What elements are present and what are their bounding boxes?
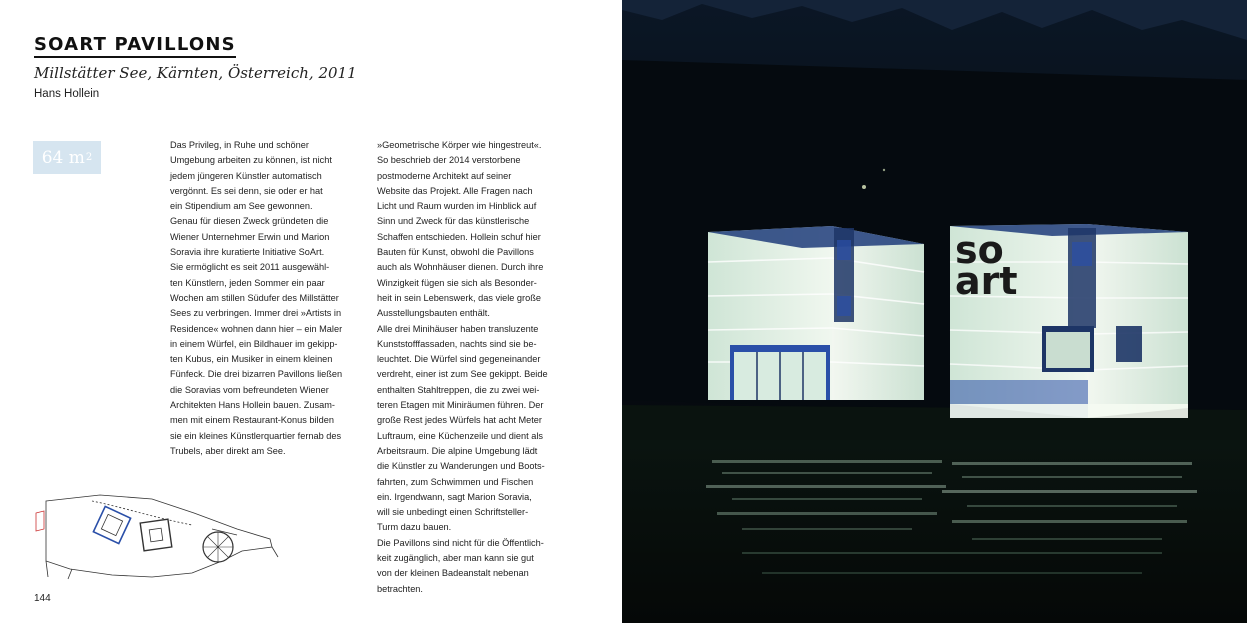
text-line: Kunststofffassaden, nachts sind sie be- <box>377 338 537 349</box>
text-line: vergönnt. Es sei denn, sie oder er hat <box>170 185 323 196</box>
text-line: ten Kubus, ein Musiker in einem kleinen <box>170 354 333 365</box>
left-marker <box>36 511 44 531</box>
text-line: Fünfeck. Die drei bizarren Pavillons ließen <box>170 369 343 380</box>
text-line: Bauten für Kunst, obwohl die Pavillons <box>377 247 534 258</box>
text-line: Ausstellungsbauten enthält. <box>377 308 490 319</box>
text-line: Sinn und Zweck für das künstlerische <box>377 216 530 227</box>
text-line: postmoderne Architekt auf seiner <box>377 170 512 181</box>
text-line: die Künstler zu Wanderungen und Boots- <box>377 461 545 472</box>
text-line: betrachten. <box>377 583 423 594</box>
text-line: Alle drei Minihäuser haben transluzente <box>377 323 539 334</box>
text-line: große Rest jedes Würfels hat acht Meter <box>377 415 542 426</box>
text-line: von der kleinen Badeanstalt nebenan <box>377 568 529 579</box>
text-line: So beschrieb der 2014 verstorbene <box>377 155 521 166</box>
text-column-2 <box>377 138 548 597</box>
text-line: heit in sein Lebenswerk, das viele große <box>377 292 541 303</box>
right-tilted-cube-pavilion <box>950 224 1188 418</box>
text-line: Soravia ihre kuratierte Initiative SoArt. <box>170 247 325 258</box>
text-line: enthalten Stahltreppen, die zu zwei wei- <box>377 384 540 395</box>
architect-name: Hans Hollein <box>34 88 100 100</box>
text-line: jedem jüngeren Künstler automatisch <box>170 170 322 181</box>
site-plan-drawing <box>32 477 282 582</box>
lake-water <box>622 440 1247 623</box>
text-line: Residence« wohnen dann hier – ein Maler <box>170 323 343 334</box>
page-title: SOART PAVILLONS <box>34 35 236 58</box>
text-line: leuchtet. Die Würfel sind gegeneinander <box>377 354 541 365</box>
pentagon-pavilion-plan <box>203 532 233 562</box>
text-line: Licht und Raum wurden im Hinblick auf <box>377 201 537 212</box>
left-page <box>0 0 622 623</box>
text-column-1 <box>170 138 342 459</box>
text-line: men mit einem Restaurant-Konus bilden <box>170 415 334 426</box>
text-line: die Soravias vom befreundeten Wiener <box>170 384 329 395</box>
area-unit-superscript: 2 <box>85 152 93 163</box>
text-line: Arbeitsraum. Die alpine Umgebung lädt <box>377 445 538 456</box>
text-line: Sie ermöglicht es seit 2011 ausgewähl- <box>170 262 330 273</box>
cube-plan <box>140 519 172 551</box>
text-line: Luftraum, eine Küchenzeile und dient als <box>377 430 543 441</box>
location-subtitle: Millstätter See, Kärnten, Österreich, 2011 <box>34 64 357 82</box>
soart-sign-line1: so <box>955 228 1004 272</box>
distant-light <box>883 169 885 171</box>
text-line: Website das Projekt. Alle Fragen nach <box>377 185 533 196</box>
page-number: 144 <box>34 593 51 604</box>
pavilion-night-photo <box>622 0 1247 623</box>
text-line: Genau für diesen Zweck gründeten die <box>170 216 329 227</box>
text-line: Turm dazu bauen. <box>377 522 452 533</box>
left-cube-pavilion <box>708 226 924 400</box>
text-line: auch als Wohnhäuser dienen. Durch ihre <box>377 262 544 273</box>
soart-sign-line2: art <box>955 259 1018 303</box>
text-line: teren Etagen mit Miniräumen führen. Der <box>377 400 544 411</box>
area-badge <box>33 141 101 174</box>
text-line: Trubels, aber direkt am See. <box>170 445 286 456</box>
text-line: Schaffen entschieden. Hollein schuf hier <box>377 231 541 242</box>
tilted-cube-plan <box>93 506 130 543</box>
text-line: will sie unbedingt einen Schriftsteller- <box>377 507 529 518</box>
text-line: sie ein kleines Künstlerquartier fernab des <box>170 430 342 441</box>
text-line: in einem Würfel, ein Bildhauer im gekipp- <box>170 338 338 349</box>
text-line: ein Stipendium am See gewonnen. <box>170 201 313 212</box>
text-line: ten Künstlern, jeden Sommer ein paar <box>170 277 325 288</box>
text-line: »Geometrische Körper wie hingestreut«. <box>377 140 542 150</box>
text-line: fahrten, zum Schwimmen und Fischen <box>377 476 534 487</box>
distant-light <box>862 185 866 189</box>
text-line: Die Pavillons sind nicht für die Öffentlich- <box>377 537 544 548</box>
text-line: Sees zu verbringen. Immer drei »Artists in <box>170 308 342 319</box>
area-value: 64 m <box>41 147 85 168</box>
text-line: keit zugänglich, aber man kann sie gut <box>377 553 534 564</box>
text-line: Wiener Unternehmer Erwin und Marion <box>170 231 330 242</box>
text-line: Architekten Hans Hollein bauen. Zusam- <box>170 400 335 411</box>
text-line: Winzigkeit fügen sie sich als Besonder- <box>377 277 537 288</box>
text-line: Wochen am stillen Südufer des Millstätter <box>170 292 339 303</box>
text-line: Umgebung arbeiten zu können, ist nicht <box>170 155 332 166</box>
text-line: Das Privileg, in Ruhe und schöner <box>170 140 309 150</box>
text-line: verdreht, einer ist zum See gekippt. Beide <box>377 369 548 380</box>
text-line: ein. Irgendwann, sagt Marion Soravia, <box>377 491 532 502</box>
